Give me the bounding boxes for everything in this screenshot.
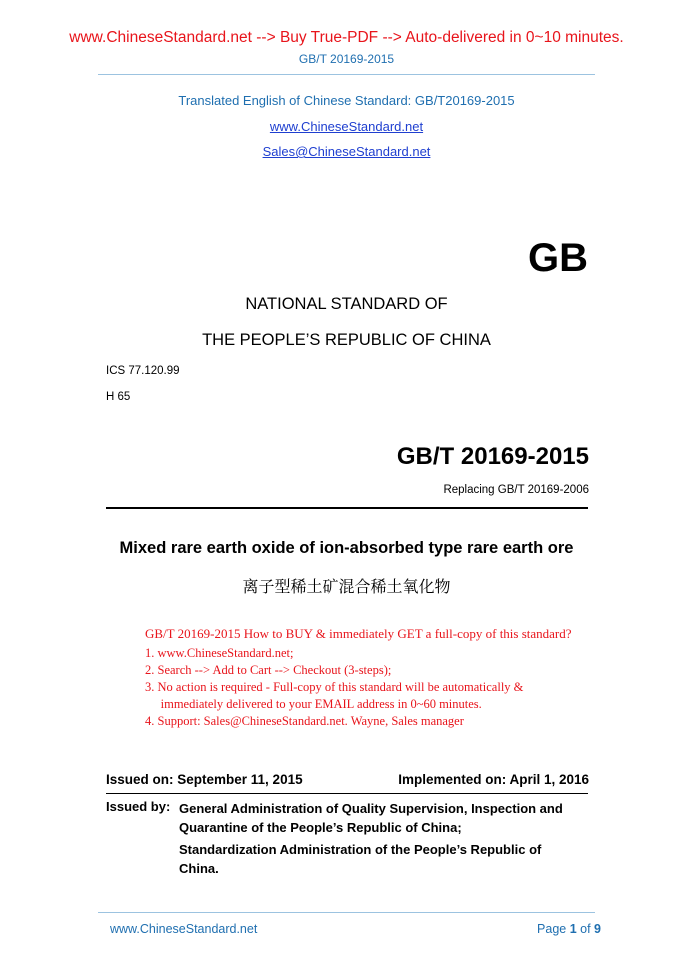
- website-link[interactable]: www.ChineseStandard.net: [269, 119, 424, 134]
- title-divider: [106, 507, 588, 509]
- issuer-sac-line2: China.: [179, 861, 219, 876]
- prc-line: THE PEOPLE’S REPUBLIC OF CHINA: [202, 331, 491, 349]
- buy-step: 3. No action is required - Full-copy of this standard will be automatically &: [145, 680, 524, 694]
- issued-date: Issued on: September 11, 2015: [106, 772, 303, 787]
- footer-divider: [98, 912, 595, 913]
- header-standard-code: GB/T 20169-2015: [298, 52, 395, 66]
- issuer-sac-line1: Standardization Administration of the People’s Republic of: [179, 842, 542, 857]
- title-chinese: 离子型稀土矿混合稀土氧化物: [242, 577, 451, 596]
- ics-code: ICS 77.120.99: [106, 365, 180, 377]
- top-banner[interactable]: www.ChineseStandard.net --> Buy True-PDF --> Auto-delivered in 0~10 minutes.: [69, 29, 624, 46]
- gb-mark: GB: [528, 236, 588, 280]
- translated-note: Translated English of Chinese Standard: GB/T20169-2015: [178, 93, 515, 108]
- buy-step: 4. Support: Sales@ChineseStandard.net. Wayne, Sales manager: [145, 714, 464, 728]
- standard-number: GB/T 20169-2015: [396, 443, 589, 470]
- page-indicator: Page 1 of 9: [537, 922, 601, 936]
- buy-step: immediately delivered to your EMAIL address in 0~60 minutes.: [145, 697, 482, 711]
- replacing-note: Replacing GB/T 20169-2006: [443, 484, 589, 496]
- issued-by-label: Issued by:: [106, 799, 171, 814]
- class-code: H 65: [106, 391, 131, 403]
- title-english: Mixed rare earth oxide of ion-absorbed type rare earth ore: [119, 539, 574, 557]
- buy-heading: GB/T 20169-2015 How to BUY & immediately GET a full-copy of this standard?: [145, 626, 572, 641]
- footer-website[interactable]: www.ChineseStandard.net: [110, 922, 258, 936]
- dates-divider: [106, 793, 588, 794]
- national-standard-line: NATIONAL STANDARD OF: [245, 295, 448, 313]
- email-link[interactable]: Sales@ChineseStandard.net: [262, 144, 431, 159]
- issuer-aqsiq-line1: General Administration of Quality Supervision, Inspection and: [179, 801, 563, 816]
- buy-step: 2. Search --> Add to Cart --> Checkout (3-steps);: [145, 663, 392, 677]
- buy-step[interactable]: 1. www.ChineseStandard.net;: [145, 646, 294, 660]
- header-divider: [98, 74, 595, 75]
- implemented-date: Implemented on: April 1, 2016: [398, 772, 589, 787]
- issuer-aqsiq-line2: Quarantine of the People’s Republic of China;: [179, 820, 462, 835]
